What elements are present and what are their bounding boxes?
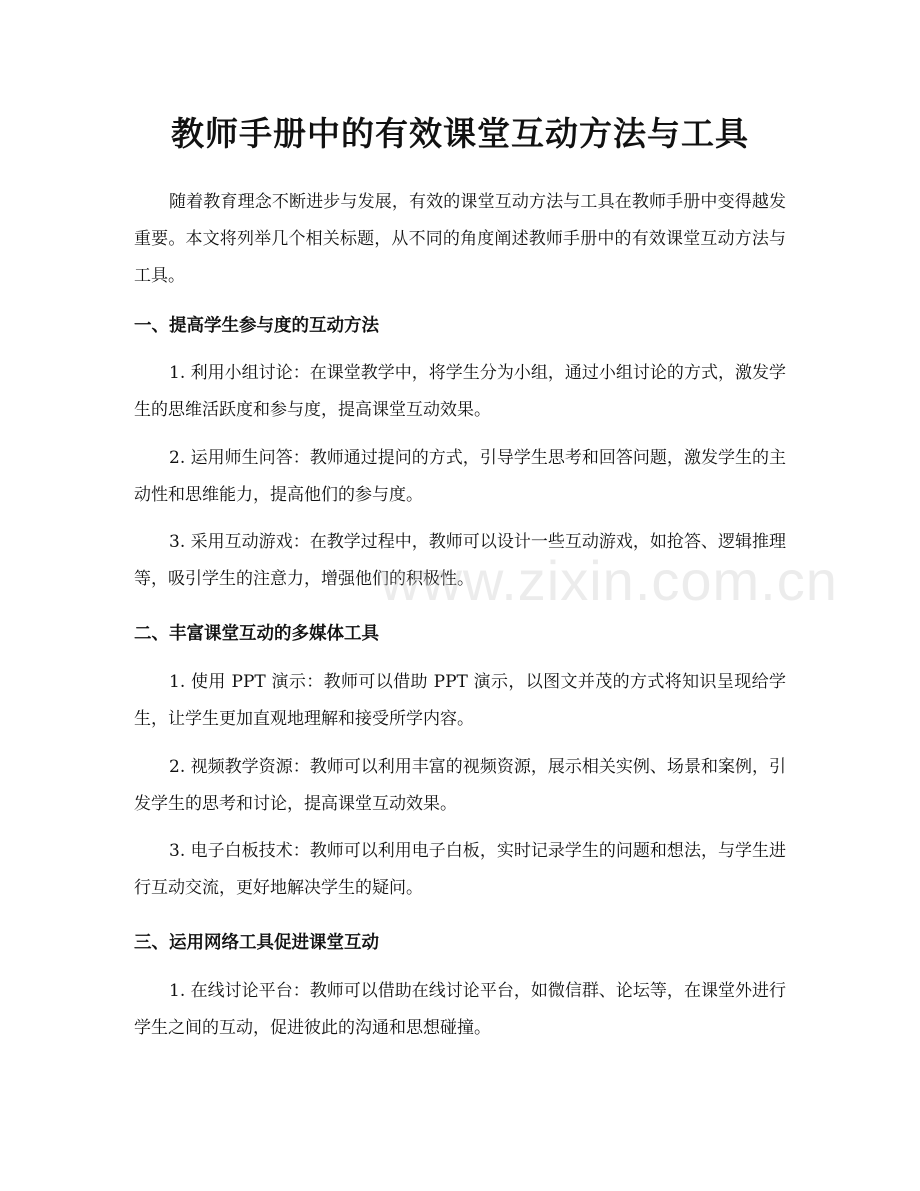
- intro-paragraph: 随着教育理念不断进步与发展，有效的课堂互动方法与工具在教师手册中变得越发重要。本文将列举几个相关标题，从不同的角度阐述教师手册中的有效课堂互动方法与工具。: [134, 192, 786, 286]
- list-item: 3. 采用互动游戏：在教学过程中，教师可以设计一些互动游戏，如抢答、逻辑推理等，吸引学生的注意力，增强他们的积极性。: [134, 532, 786, 589]
- section-heading-3: 三、运用网络工具促进课堂互动: [134, 933, 379, 953]
- list-item: 2. 视频教学资源：教师可以利用丰富的视频资源，展示相关实例、场景和案例，引发学生的思考和讨论，提高课堂互动效果。: [134, 757, 786, 814]
- list-item: 2. 运用师生问答：教师通过提问的方式，引导学生思考和回答问题，激发学生的主动性和思维能力，提高他们的参与度。: [134, 448, 786, 505]
- section-heading-1: 一、提高学生参与度的互动方法: [134, 316, 379, 336]
- section-heading-2: 二、丰富课堂互动的多媒体工具: [134, 624, 379, 644]
- document-title: 教师手册中的有效课堂互动方法与工具: [171, 114, 749, 153]
- list-item: 1. 使用 PPT 演示：教师可以借助 PPT 演示，以图文并茂的方式将知识呈现给学生，让学生更加直观地理解和接受所学内容。: [134, 672, 786, 729]
- list-item: 3. 电子白板技术：教师可以利用电子白板，实时记录学生的问题和想法，与学生进行互动交流，更好地解决学生的疑问。: [134, 841, 786, 898]
- watermark: www.zixin.com.cn: [380, 549, 838, 612]
- list-item: 1. 利用小组讨论：在课堂教学中，将学生分为小组，通过小组讨论的方式，激发学生的思维活跃度和参与度，提高课堂互动效果。: [134, 363, 786, 420]
- list-item: 1. 在线讨论平台：教师可以借助在线讨论平台，如微信群、论坛等，在课堂外进行学生之间的互动，促进彼此的沟通和思想碰撞。: [134, 981, 786, 1038]
